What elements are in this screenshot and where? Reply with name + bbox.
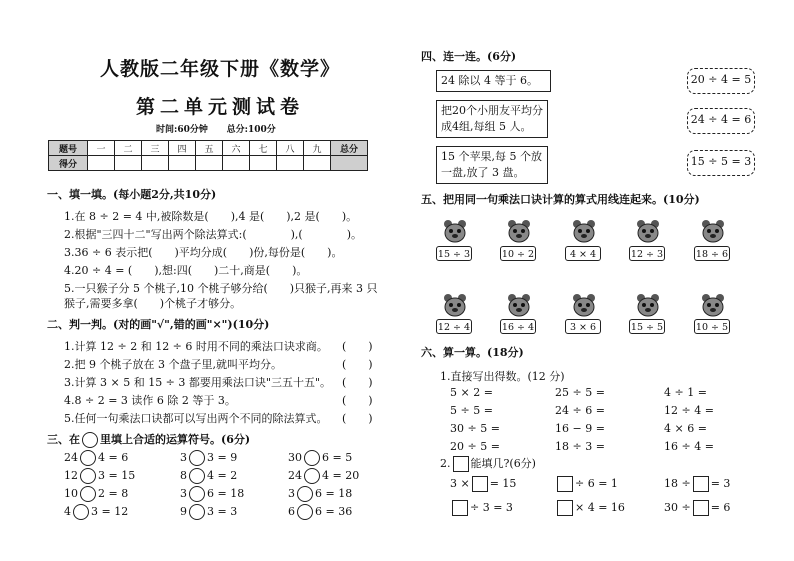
match-card-bottom[interactable]: 15 ÷ 5 xyxy=(629,319,665,334)
score-row-label: 得分 xyxy=(49,156,88,171)
sub-part: 2. xyxy=(440,457,451,470)
answer-paren[interactable]: ( ) xyxy=(342,394,373,407)
operator-equation xyxy=(288,486,352,502)
calc-item: 4 ÷ 1 = xyxy=(664,386,707,399)
fill-equation xyxy=(664,476,730,492)
subquestion-2 xyxy=(440,456,536,472)
calc-item: 30 ÷ 5 = xyxy=(450,422,500,435)
section-2-heading: 二、判一判。(对的画"√",错的画"×")(10分) xyxy=(47,318,270,331)
operand-result: 4 = 2 xyxy=(207,469,238,482)
judge-item: 4.8 ÷ 2 = 3 读作 6 除 2 等于 3。 xyxy=(64,394,236,407)
calc-item: 5 × 2 = xyxy=(450,386,493,399)
operator-equation xyxy=(180,486,244,502)
score-table-score-row xyxy=(49,156,368,171)
question-item: 1.在 8 ÷ 2 = 4 中,被除数是( ),4 是( ),2 是( )。 xyxy=(64,210,358,223)
score-cell: 三 xyxy=(142,141,169,156)
fill-suffix: ÷ 3 = 3 xyxy=(470,501,513,514)
question-item: 3.36 ÷ 6 表示把( )平均分成( )份,每份是( )。 xyxy=(64,246,343,259)
operator-circle-input[interactable] xyxy=(189,486,205,502)
operand: 3 xyxy=(288,487,295,500)
match-right-box[interactable]: 20 ÷ 4 = 5 xyxy=(687,68,755,94)
match-left-box[interactable]: 24 除以 4 等于 6。 xyxy=(436,70,551,92)
score-cell: 二 xyxy=(115,141,142,156)
fill-suffix: ÷ 6 = 1 xyxy=(575,477,618,490)
fill-equation xyxy=(664,500,730,516)
match-card-bottom[interactable]: 3 × 6 xyxy=(565,319,601,334)
sub-part: 能填几?(6分) xyxy=(470,457,536,470)
calc-item: 4 × 6 = xyxy=(664,422,707,435)
score-cell: 总分 xyxy=(331,141,368,156)
match-card-top[interactable]: 15 ÷ 3 xyxy=(436,246,472,261)
section-6-heading: 六、算一算。(18分) xyxy=(421,346,524,359)
section-3-heading xyxy=(47,432,250,448)
match-card-bottom[interactable]: 10 ÷ 5 xyxy=(694,319,730,334)
operand-result: 4 = 20 xyxy=(322,469,360,482)
calc-item: 5 ÷ 5 = xyxy=(450,404,493,417)
operator-equation xyxy=(180,504,237,520)
match-card-top[interactable]: 12 ÷ 3 xyxy=(629,246,665,261)
operator-circle-input[interactable] xyxy=(304,468,320,484)
section-1-heading: 一、填一填。(每小题2分,共10分) xyxy=(47,188,217,201)
score-cell: 四 xyxy=(169,141,196,156)
fill-suffix: = 15 xyxy=(489,477,517,490)
deer-icon xyxy=(633,292,663,318)
score-cell: 一 xyxy=(88,141,115,156)
operator-equation xyxy=(64,450,128,466)
section-5-heading: 五、把用同一句乘法口诀计算的算式用线连起来。(10分) xyxy=(421,193,700,206)
answer-paren[interactable]: ( ) xyxy=(342,340,373,353)
question-item: 4.20 ÷ 4 = ( ),想:四( )二十,商是( )。 xyxy=(64,264,308,277)
operand: 10 xyxy=(64,487,78,500)
bull-icon xyxy=(633,218,663,244)
operand: 3 xyxy=(180,487,187,500)
operand: 24 xyxy=(64,451,78,464)
match-card-bottom[interactable]: 16 ÷ 4 xyxy=(500,319,536,334)
fill-equation xyxy=(555,476,618,492)
operator-circle-input[interactable] xyxy=(297,504,313,520)
match-right-box[interactable]: 24 ÷ 4 = 6 xyxy=(687,108,755,134)
operator-circle-input[interactable] xyxy=(297,486,313,502)
score-input-cell[interactable] xyxy=(196,156,223,171)
question-item: 5.一只猴子分 5 个桃子,10 个桃子够分给( )只猴子,再来 3 只 xyxy=(64,282,378,295)
match-card-top[interactable]: 18 ÷ 6 xyxy=(694,246,730,261)
time-limit: 时间:60分钟 xyxy=(156,125,208,135)
operator-circle-input[interactable] xyxy=(189,504,205,520)
question-item: 2.根据"三四十二"写出两个除法算式:( ),( )。 xyxy=(64,228,362,241)
operand-result: 3 = 9 xyxy=(207,451,238,464)
score-cell: 七 xyxy=(250,141,277,156)
operand-result: 3 = 3 xyxy=(207,505,238,518)
score-cell: 六 xyxy=(223,141,250,156)
answer-paren[interactable]: ( ) xyxy=(342,376,373,389)
operator-equation xyxy=(288,450,352,466)
fill-suffix: × 4 = 16 xyxy=(575,501,625,514)
score-input-cell[interactable] xyxy=(142,156,169,171)
operand-result: 6 = 18 xyxy=(315,487,353,500)
score-input-cell[interactable] xyxy=(223,156,250,171)
calc-item: 12 ÷ 4 = xyxy=(664,404,714,417)
operator-equation xyxy=(180,468,237,484)
score-input-cell[interactable] xyxy=(169,156,196,171)
fill-suffix: = 6 xyxy=(710,501,731,514)
score-cell: 五 xyxy=(196,141,223,156)
operand-result: 6 = 36 xyxy=(315,505,353,518)
judge-item: 3.计算 3 × 5 和 15 ÷ 3 都要用乘法口诀"三五十五"。 xyxy=(64,376,332,389)
fill-prefix: 18 ÷ xyxy=(664,477,691,490)
score-table xyxy=(48,140,368,171)
score-cell: 八 xyxy=(277,141,304,156)
operator-equation xyxy=(180,450,237,466)
cat-icon xyxy=(504,218,534,244)
operator-circle-input[interactable] xyxy=(189,468,205,484)
operator-circle-input[interactable] xyxy=(304,450,320,466)
judge-item: 2.把 9 个桃子放在 3 个盘子里,就叫平均分。 xyxy=(64,358,282,371)
operator-circle-input[interactable] xyxy=(73,504,89,520)
section-4-heading: 四、连一连。(6分) xyxy=(421,50,517,63)
calc-item: 16 − 9 = xyxy=(555,422,605,435)
judge-item: 5.任何一句乘法口诀都可以写出两个不同的除法算式。 xyxy=(64,412,328,425)
operand: 6 xyxy=(288,505,295,518)
operand-result: 6 = 18 xyxy=(207,487,245,500)
operand: 8 xyxy=(180,469,187,482)
operand: 12 xyxy=(64,469,78,482)
fill-equation xyxy=(555,500,625,516)
monkey-icon xyxy=(698,292,728,318)
tiger-icon xyxy=(698,218,728,244)
match-right-box[interactable]: 15 ÷ 5 = 3 xyxy=(687,150,755,176)
answer-paren[interactable]: ( ) xyxy=(342,412,373,425)
operator-equation xyxy=(64,486,128,502)
operator-circle-input[interactable] xyxy=(80,468,96,484)
operand-result: 4 = 6 xyxy=(98,451,129,464)
score-table-header-row xyxy=(49,141,368,156)
score-input-cell[interactable] xyxy=(115,156,142,171)
operator-equation xyxy=(64,468,135,484)
fill-equation xyxy=(450,476,516,492)
fill-suffix: = 3 xyxy=(710,477,731,490)
calc-item: 20 ÷ 5 = xyxy=(450,440,500,453)
circle-icon xyxy=(82,432,98,448)
fill-square-input[interactable] xyxy=(452,500,468,516)
calc-item: 24 ÷ 6 = xyxy=(555,404,605,417)
operand-result: 2 = 8 xyxy=(98,487,129,500)
operator-equation xyxy=(288,468,359,484)
total-score: 总分:100分 xyxy=(226,125,276,135)
match-card-top[interactable]: 4 × 4 xyxy=(565,246,601,261)
lion-icon xyxy=(440,218,470,244)
operand-result: 3 = 12 xyxy=(91,505,129,518)
fill-square-input[interactable] xyxy=(472,476,488,492)
question-item: 猴子,需要多拿( )个桃子才够分。 xyxy=(64,297,242,310)
subquestion-1: 1.直接写出得数。(12 分) xyxy=(440,370,565,383)
score-input-cell[interactable] xyxy=(304,156,331,171)
calc-item: 16 ÷ 4 = xyxy=(664,440,714,453)
operand-result: 6 = 5 xyxy=(322,451,353,464)
operator-equation xyxy=(288,504,352,520)
score-input-cell[interactable] xyxy=(250,156,277,171)
rabbit-icon xyxy=(440,292,470,318)
fill-prefix: 30 ÷ xyxy=(664,501,691,514)
page-title: 人教版二年级下册《数学》 xyxy=(100,58,341,80)
judge-item: 1.计算 12 ÷ 2 和 12 ÷ 6 时用不同的乘法口诀求商。 xyxy=(64,340,328,353)
operand: 4 xyxy=(64,505,71,518)
operand: 9 xyxy=(180,505,187,518)
operator-equation xyxy=(64,504,128,520)
calc-item: 18 ÷ 3 = xyxy=(555,440,605,453)
operator-circle-input[interactable] xyxy=(80,486,96,502)
fill-square-input[interactable] xyxy=(557,500,573,516)
score-cell: 题号 xyxy=(49,141,88,156)
operator-circle-input[interactable] xyxy=(80,450,96,466)
match-card-bottom[interactable]: 12 ÷ 4 xyxy=(436,319,472,334)
page-subtitle: 第二单元测试卷 xyxy=(136,96,305,118)
operand-result: 3 = 15 xyxy=(98,469,136,482)
fill-prefix: 3 × xyxy=(450,477,470,490)
operand: 24 xyxy=(288,469,302,482)
score-input-cell[interactable] xyxy=(88,156,115,171)
calc-item: 25 ÷ 5 = xyxy=(555,386,605,399)
exam-meta xyxy=(156,122,276,135)
fill-equation xyxy=(450,500,513,516)
fill-square-input[interactable] xyxy=(693,500,709,516)
match-left-box[interactable]: 15 个苹果,每 5 个放一盘,放了 3 盘。 xyxy=(436,146,548,184)
match-left-box[interactable]: 把20个小朋友平均分成4组,每组 5 人。 xyxy=(436,100,548,138)
heading-part: 里填上合适的运算符号。(6分) xyxy=(100,433,251,446)
bear-icon xyxy=(504,292,534,318)
operator-circle-input[interactable] xyxy=(189,450,205,466)
fill-square-input[interactable] xyxy=(693,476,709,492)
match-card-top[interactable]: 10 ÷ 2 xyxy=(500,246,536,261)
square-icon xyxy=(453,456,469,472)
operand: 3 xyxy=(180,451,187,464)
answer-paren[interactable]: ( ) xyxy=(342,358,373,371)
score-input-cell[interactable] xyxy=(331,156,368,171)
operand: 30 xyxy=(288,451,302,464)
score-cell: 九 xyxy=(304,141,331,156)
score-input-cell[interactable] xyxy=(277,156,304,171)
fox-icon xyxy=(569,292,599,318)
heading-part: 三、在 xyxy=(47,433,80,446)
fill-square-input[interactable] xyxy=(557,476,573,492)
dog-icon xyxy=(569,218,599,244)
